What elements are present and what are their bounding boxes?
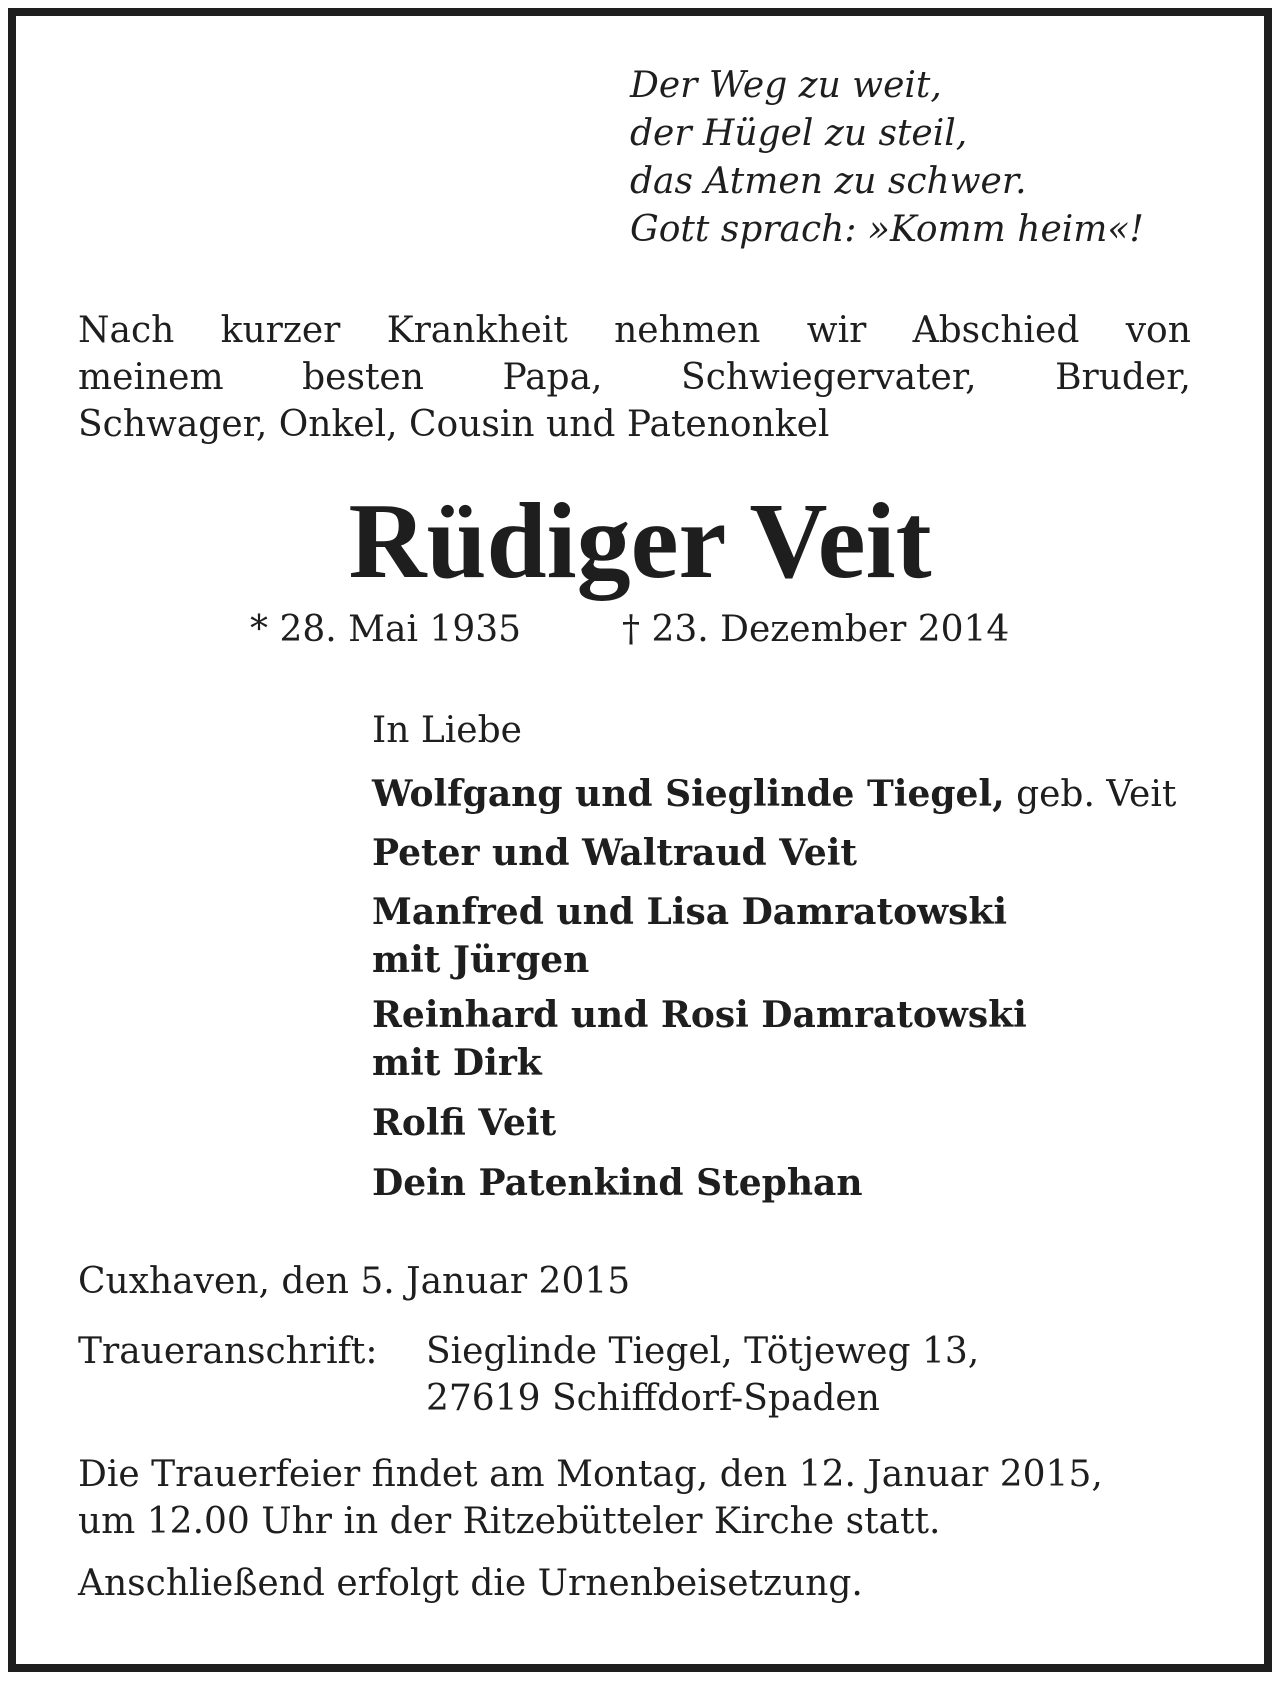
maiden-name-note: geb. Veit	[1004, 774, 1177, 815]
intro-word: wir	[806, 310, 867, 351]
deceased-name: Rüdiger Veit	[348, 482, 932, 601]
mourner-entry	[372, 771, 1176, 818]
service-line-1: Die Trauerfeier findet am Montag, den 12. Januar 2015,	[78, 1454, 1103, 1495]
poem-line-2: der Hügel zu steil,	[630, 113, 968, 154]
poem-line-4: Gott sprach: »Komm heim«!	[630, 209, 1144, 250]
address-line-1: Sieglinde Tiegel, Tötjeweg 13,	[426, 1331, 980, 1372]
intro-word: Abschied	[912, 310, 1080, 351]
mourners-heading: In Liebe	[372, 710, 522, 751]
mourner-entry: Manfred und Lisa Damratowski	[372, 891, 1008, 933]
intro-line-1	[78, 307, 1191, 354]
poem-line-1: Der Weg zu weit,	[630, 65, 942, 106]
intro-word: besten	[302, 357, 424, 398]
mourner-entry: Reinhard und Rosi Damratowski	[372, 994, 1027, 1036]
place-date: Cuxhaven, den 5. Januar 2015	[78, 1261, 631, 1302]
mourner-entry: Rolfi Veit	[372, 1102, 557, 1144]
birth-date: * 28. Mai 1935	[250, 609, 522, 650]
mourner-entry-sub: mit Dirk	[372, 1042, 542, 1084]
address-line-2: 27619 Schiffdorf-Spaden	[426, 1378, 880, 1419]
intro-word: meinem	[78, 357, 224, 398]
burial-note: Anschließend erfolgt die Urnenbeisetzung.	[78, 1563, 863, 1604]
intro-word: Papa,	[502, 357, 603, 398]
death-date: † 23. Dezember 2014	[622, 609, 1010, 650]
intro-word: Schwiegervater,	[681, 357, 977, 398]
address-label: Traueranschrift:	[78, 1331, 378, 1372]
intro-word: Nach	[78, 310, 175, 351]
poem-line-3: das Atmen zu schwer.	[630, 161, 1027, 202]
intro-line-2	[78, 354, 1191, 401]
intro-paragraph	[78, 307, 1191, 448]
mourner-entry-sub: mit Jürgen	[372, 939, 590, 981]
service-line-2: um 12.00 Uhr in der Ritzebütteler Kirche statt.	[78, 1501, 941, 1542]
mourner-entry: Peter und Waltraud Veit	[372, 832, 858, 874]
mourner-entry: Dein Patenkind Stephan	[372, 1162, 863, 1204]
intro-word: Krankheit	[386, 310, 568, 351]
mourner-name: Wolfgang und Sieglinde Tiegel,	[372, 773, 1005, 815]
intro-line-3: Schwager, Onkel, Cousin und Patenonkel	[78, 404, 830, 445]
intro-word: kurzer	[220, 310, 341, 351]
intro-word: nehmen	[614, 310, 761, 351]
intro-word: Bruder,	[1055, 357, 1191, 398]
intro-word: von	[1125, 310, 1191, 351]
